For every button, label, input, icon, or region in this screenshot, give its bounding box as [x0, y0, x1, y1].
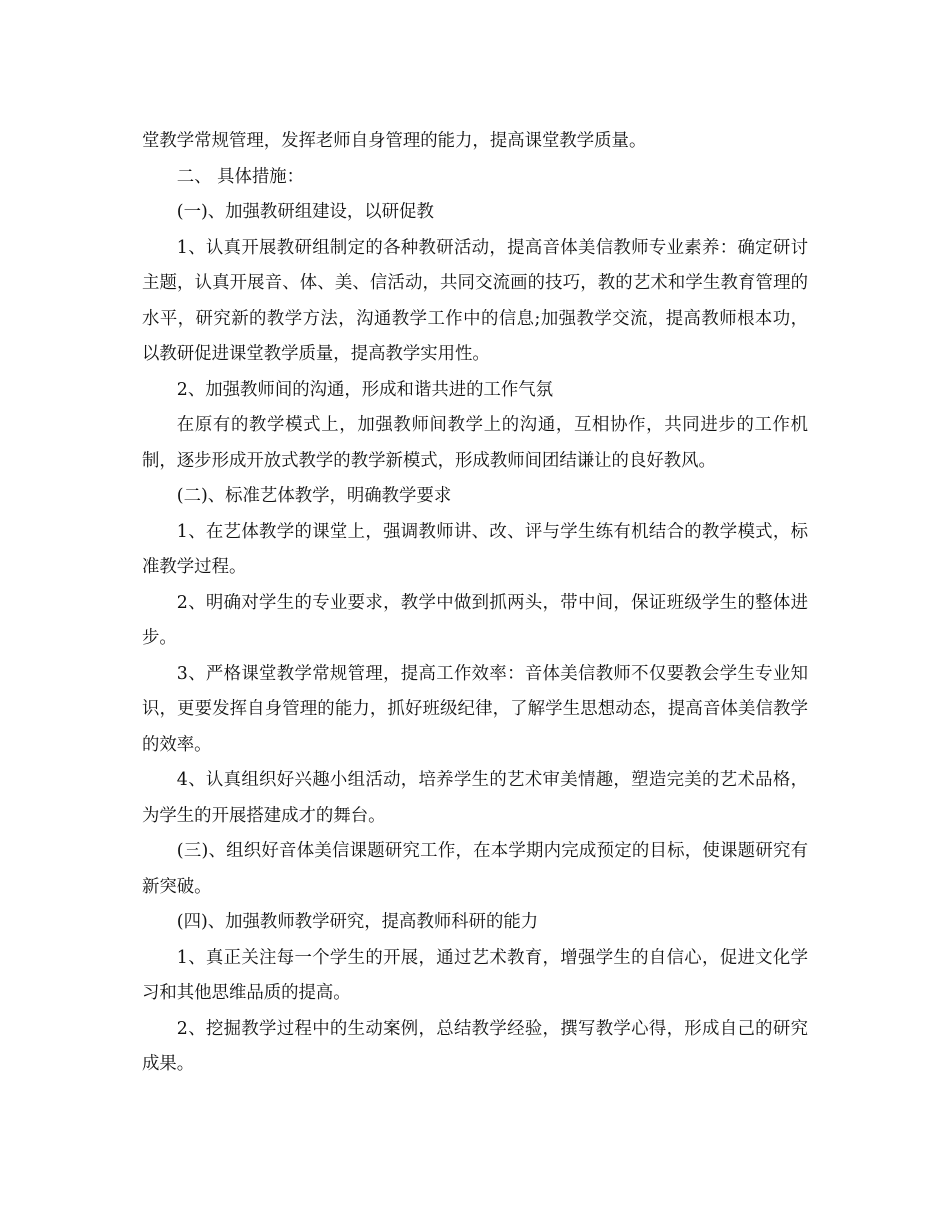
- subheading-3: (三)、组织好音体美信课题研究工作，在本学期内完成预定的目标，使课题研究有新突破。: [142, 841, 808, 897]
- paragraph: 4、认真组织好兴趣小组活动，培养学生的艺术审美情趣，塑造完美的艺术品格，为学生的开展搭建成才的舞台。: [142, 770, 808, 826]
- paragraph: 2、加强教师间的沟通，形成和谐共进的工作气氛: [176, 379, 554, 400]
- paragraph: 1、在艺体教学的课堂上，强调教师讲、改、评与学生练有机结合的教学模式，标准教学过程。: [142, 521, 808, 577]
- paragraph: 2、挖掘教学过程中的生动案例，总结教学经验，撰写教学心得，形成自己的研究成果。: [142, 1018, 808, 1074]
- subheading-1: (一)、加强教研组建设，以研促教: [176, 202, 434, 222]
- document-page: [142, 124, 808, 1083]
- paragraph-continuation: 堂教学常规管理，发挥老师自身管理的能力，提高课堂教学质量。: [142, 131, 647, 151]
- subheading-4: (四)、加强教师教学研究，提高教师科研的能力: [176, 912, 539, 932]
- paragraph: 3、严格课堂教学常规管理，提高工作效率：音体美信教师不仅要教会学生专业知识，更要发挥自身管理的能力，抓好班级纪律，了解学生思想动态，提高音体美信教学的效率。: [142, 663, 808, 755]
- paragraph: 2、明确对学生的专业要求，教学中做到抓两头，带中间，保证班级学生的整体进步。: [142, 592, 808, 648]
- paragraph: 1、认真开展教研组制定的各种教研活动，提高音体美信教师专业素养：确定研讨主题，认真开展音、体、美、信活动，共同交流画的技巧，教的艺术和学生教育管理的水平，研究新的教学方法，沟通教学工作中的信息;加强教学交流，提高教师根本功，以教研促进课堂教学质量，提高教学实用性。: [142, 237, 808, 364]
- paragraph: 1、真正关注每一个学生的开展，通过艺术教育，增强学生的自信心，促进文化学习和其他思维品质的提高。: [142, 947, 808, 1003]
- subheading-2: (二)、标准艺体教学，明确教学要求: [176, 486, 452, 506]
- section-heading-measures: 二、 具体措施：: [176, 166, 305, 187]
- paragraph: 在原有的教学模式上，加强教师间教学上的沟通，互相协作，共同进步的工作机制，逐步形成开放式教学的教学新模式，形成教师间团结谦让的良好教风。: [142, 415, 808, 471]
